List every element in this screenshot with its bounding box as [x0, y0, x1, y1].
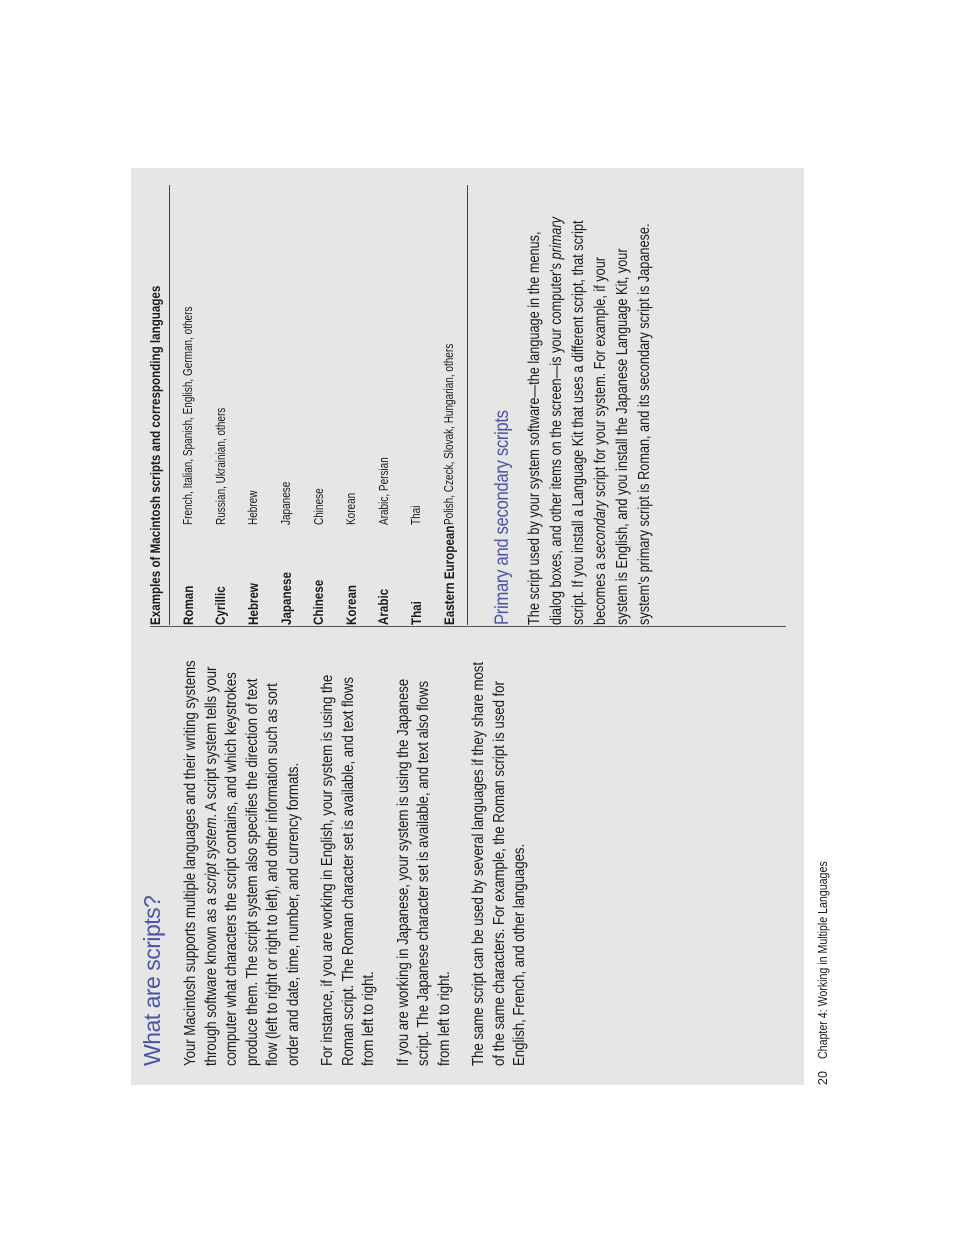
table-row	[205, 185, 238, 625]
chapter-title: Chapter 4: Working in Multiple Languages	[816, 861, 830, 1060]
table-row	[172, 185, 205, 625]
table-top-rule	[169, 185, 170, 625]
script-name: Eastern European	[441, 525, 457, 625]
script-languages: Thai	[409, 505, 424, 525]
page-number: 20	[816, 1071, 830, 1085]
table-row	[237, 185, 270, 625]
script-name: Arabic	[376, 588, 392, 625]
page-footer	[813, 785, 833, 1085]
script-name: Korean	[343, 584, 359, 625]
column-separator-rule	[150, 626, 786, 627]
table-row	[368, 185, 401, 625]
paragraph-english: For instance, if you are working in English, your system is using the Roman script. The Roman character set is available, and text flows from left to right.	[319, 674, 377, 1066]
term-script-system: script system	[202, 817, 220, 895]
section-title-primary-secondary: Primary and secondary scripts	[492, 410, 514, 625]
script-languages: Japanese	[279, 481, 294, 525]
script-languages: Chinese	[311, 488, 326, 525]
script-languages: French, Italian, Spanish, English, German, others	[181, 306, 196, 525]
script-languages: Polish, Czeck, Slovak, Hungarian, others	[442, 343, 457, 525]
section-title-scripts: What are scripts?	[139, 895, 165, 1066]
table-row	[433, 185, 466, 625]
table-row	[400, 185, 433, 625]
script-languages: Korean	[344, 492, 359, 525]
paragraph-shared-script: The same script can be used by several languages if they share most of the same characters. For example, the Roman script is used for English, French, and other languages.	[470, 662, 528, 1066]
script-name: Cyrillic	[213, 586, 229, 625]
paragraph-intro: Your Macintosh supports multiple languages and their writing systems through software known as a script system. A script system tells your computer what characters the script contains, and which keystrokes produce them. The script system also specifies the direction of text flow (left to right or right to left), and other information such as sort order and date, time, number, and currency formats.	[182, 660, 302, 1066]
term-secondary: secondary	[592, 500, 610, 560]
left-column	[181, 660, 545, 1066]
script-name: Hebrew	[245, 583, 261, 625]
script-languages: Russian, Ukrainian, others	[213, 407, 228, 525]
paragraph-primary-secondary: The script used by your system software—the language in the menus, dialog boxes, and other items on the screen—is your computer's primary script. If you install a Language Kit that uses a different script, that script becomes a secondary script for your system. For example, if your system is English, and you install the Japanese Language Kit, your system's primary script is Roman, and its secondary script is Japanese.	[526, 217, 654, 625]
table-row	[302, 185, 335, 625]
paragraph-japanese: If you are working in Japanese, your system is using the Japanese script. The Japanese character set is available, and text also flows from left to right.	[394, 678, 453, 1066]
script-name: Chinese	[311, 579, 327, 625]
script-name: Thai	[408, 601, 424, 625]
term-primary: primary	[548, 217, 566, 260]
scripts-table	[172, 185, 465, 625]
script-languages: Hebrew	[246, 490, 261, 525]
table-row	[270, 185, 303, 625]
script-name: Japanese	[278, 572, 294, 625]
script-name: Roman	[180, 585, 196, 625]
table-bottom-rule	[467, 185, 468, 625]
table-title: Examples of Macintosh scripts and corresponding languages	[148, 285, 163, 625]
table-row	[335, 185, 368, 625]
script-languages: Arabic, Persian	[376, 457, 391, 525]
right-column	[143, 185, 656, 625]
